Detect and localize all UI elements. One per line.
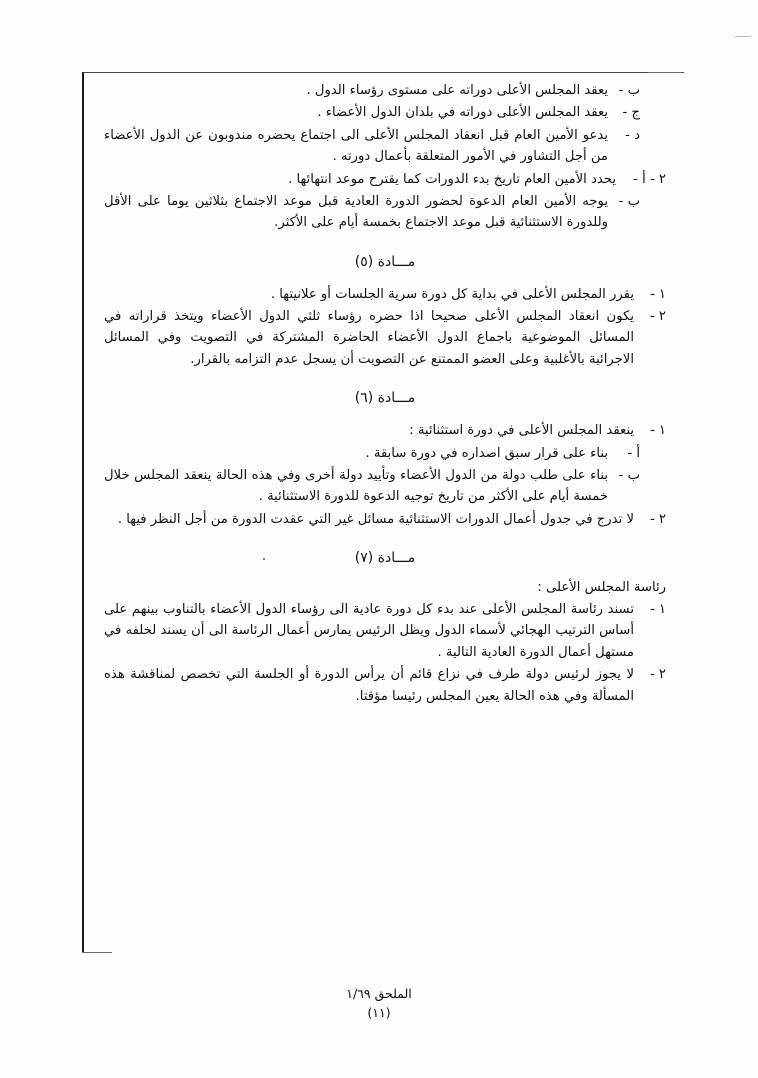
- list-marker: ب -: [618, 83, 640, 98]
- list-marker: ٢ -: [649, 511, 666, 527]
- list-text: ينعقد المجلس الأعلى في دورة استثنائية :: [409, 423, 634, 439]
- list-marker: ٢ -: [649, 667, 666, 683]
- page-footer: [0, 985, 758, 1023]
- list-marker: د -: [625, 127, 640, 143]
- list-text: يعقد المجلس الأعلى دوراته في بلدان الدول الأعضاء .: [317, 105, 608, 121]
- list-item: [104, 420, 666, 441]
- list-marker: أ -: [627, 445, 640, 461]
- list-text: بناء على طلب دولة من الدول الأعضاء وتأييد دولة أخرى وفي هذه الحالة ينعقد المجلس خلال خمسة أيام على الأكثر من تاريخ توجيه الدعوة للدورة الاستثنائية .: [104, 467, 608, 505]
- scan-frame-bottom-tick: [82, 952, 112, 953]
- list-text: لا تدرج في جدول أعمال الدورات الاستثنائية مسائل غير التي عقدت الدورة من أجل النظر فيها .: [117, 511, 634, 527]
- list-marker: ٢ - أ -: [633, 171, 666, 187]
- list-text: يعقد المجلس الأعلى دوراته على مستوى رؤساء الدول .: [306, 83, 608, 98]
- list-text: لا يجوز لرئيس دولة طرف في نزاع قائم أن يرأس الدورة أو الجلسة التي تخصص لمناقشة هذه المسألة وفي هذه الحالة يعين المجلس رئيسا مؤقتا.: [104, 667, 634, 704]
- article-5-heading: مـــادة (٥): [354, 253, 416, 270]
- list-text: يقرر المجلس الأعلى في بداية كل دورة سرية الجلسات أو علانيتها .: [270, 286, 634, 302]
- list-item: [104, 169, 666, 190]
- list-text: يحدد الأمين العام تاريخ بدء الدورات كما يقترح موعد انتهائها .: [288, 171, 616, 187]
- list-text: بناء على قرار سبق اصداره في دورة سابقة .: [365, 445, 608, 461]
- list-marker: ٢ -: [649, 309, 666, 324]
- list-text: تسند رئاسة المجلس الأعلى عند بدء كل دورة عادية الى رؤساء الدول الأعضاء بالتناوب بينهم على أساس الترتيب الهجائي لأسماء الدول ويظل الرئيس يمارس أعمال الرئاسة الى أن يسند لخلفه في مستهل أعمال الدورة العادية التالية .: [104, 602, 634, 660]
- list-marker: ب -: [618, 193, 640, 209]
- list-marker: ١ -: [649, 602, 666, 617]
- list-item: [104, 664, 666, 707]
- article-7-heading: مـــادة (٧): [354, 550, 416, 566]
- list-marker: ١ -: [649, 423, 666, 439]
- list-marker: ب -: [618, 467, 640, 483]
- list-item: [104, 80, 640, 101]
- article-7-subheading: رئاسة المجلس الأعلى :: [537, 580, 666, 595]
- list-text: يوجه الأمين العام الدعوة لحضور الدورة العادية قبل موعد الاجتماع بثلاثين يوما على الأقل وللدورة الاستثنائية قبل موعد الاجتماع بخمسة أيام على الأكثر.: [104, 193, 608, 231]
- list-item: [104, 599, 666, 663]
- footer-label: الملحق ١/٦٩: [346, 986, 412, 1001]
- list-item: [104, 191, 640, 234]
- list-item: [104, 465, 640, 508]
- list-item: [104, 443, 640, 464]
- list-text: يكون انعقاد المجلس الأعلى صحيحا اذا حضره رؤساء ثلثي الدول الأعضاء ويتخذ قراراته في المسائل الموضوعية باجماع الدول الأعضاء الحاضرة المشتركة في التصويت وفي المسائل الاجرائية بالأغلبية وعلى العضو الممتنع عن التصويت أن يسجل عدم التزامه بالقرار.: [104, 309, 634, 367]
- document-body: [104, 80, 666, 708]
- list-item: [104, 125, 640, 168]
- scan-speck: [263, 558, 265, 560]
- list-text: يدعو الأمين العام قبل انعقاد المجلس الأعلى الى اجتماع يحضره مندوبون عن الدول الأعضاء من أجل التشاور في الأمور المتعلقة بأعمال دورته .: [104, 127, 608, 165]
- list-marker: ١ -: [649, 286, 666, 302]
- list-item: [104, 509, 666, 530]
- scan-frame-top-tick: [648, 72, 682, 73]
- scan-corner-mark: [735, 36, 751, 37]
- list-item: [104, 306, 666, 370]
- page-number: (١١): [367, 1004, 391, 1020]
- article-6-heading: مـــادة (٦): [354, 390, 416, 407]
- list-item: [104, 284, 666, 305]
- list-marker: ج -: [622, 105, 640, 121]
- list-item: [104, 102, 640, 123]
